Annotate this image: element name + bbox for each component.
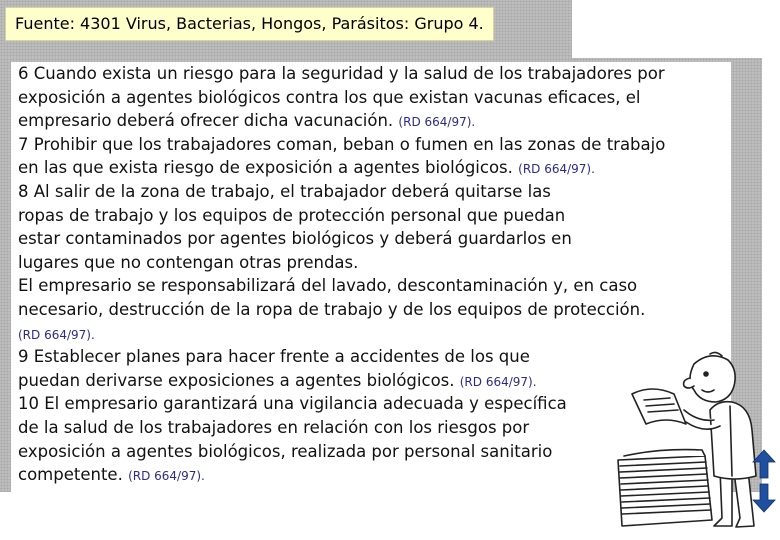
text-line — [18, 346, 530, 368]
line-text: El empresario se responsabilizará del lavado, descontaminación y, en caso — [18, 276, 638, 296]
legal-reference: (RD 664/97). — [459, 374, 537, 389]
text-line — [18, 134, 665, 156]
text-line — [18, 299, 645, 321]
source-label: Fuente: 4301 Virus, Bacterias, Hongos, Parásitos: Grupo 4. — [5, 7, 494, 41]
line-text: lugares que no contengan otras prendas. — [18, 252, 359, 272]
legal-reference: (RD 664/97). — [18, 327, 95, 342]
text-line — [18, 205, 565, 227]
legal-reference: (RD 664/97). — [518, 162, 595, 177]
text-line — [18, 228, 572, 250]
legal-reference: (RD 664/97). — [398, 115, 476, 130]
text-line — [18, 252, 358, 274]
text-line — [18, 275, 637, 297]
line-text: de la salud de los trabajadores en relación con los riesgos por — [18, 418, 530, 437]
up-down-arrows-icon[interactable] — [752, 448, 776, 514]
man-reading-documents-illustration — [610, 350, 765, 535]
line-text: 6 Cuando exista un riesgo para la seguridad y la salud de los trabajadores por — [18, 64, 665, 83]
text-line — [18, 157, 595, 180]
text-line — [18, 441, 552, 463]
line-text: competente. — [18, 465, 129, 485]
line-text: exposición a agentes biológicos, realizada por personal sanitario — [18, 441, 553, 461]
line-text: 8 Al salir de la zona de trabajo, el trabajador deberá quitarse las — [18, 182, 551, 201]
line-text: puedan derivarse exposiciones a agentes biológicos. — [18, 370, 460, 390]
line-text: 7 Prohibir que los trabajadores coman, beban o fumen en las zonas de trabajo — [18, 134, 666, 154]
text-line — [18, 393, 567, 415]
line-text: exposición a agentes biológicos contra los que existan vacunas eficaces, el — [18, 87, 641, 107]
line-text: necesario, destrucción de la ropa de trabajo y de los equipos de protección. — [18, 300, 646, 319]
legal-reference: (RD 664/97). — [128, 469, 205, 484]
line-text: en las que exista riesgo de exposición a agentes biológicos. — [18, 158, 519, 178]
text-line — [18, 110, 475, 133]
text-line — [18, 63, 665, 85]
line-text: ropas de trabajo y los equipos de protección personal que puedan — [18, 205, 566, 225]
line-text: empresario deberá ofrecer dicha vacunación. — [18, 111, 399, 131]
line-text: estar contaminados por agentes biológicos y deberá guardarlos en — [18, 229, 572, 249]
line-text: 10 El empresario garantizará una vigilancia adecuada y específica — [18, 394, 567, 414]
text-line — [18, 464, 205, 487]
text-line — [18, 417, 529, 439]
text-line — [18, 370, 537, 393]
text-line — [18, 181, 551, 203]
text-line — [18, 87, 641, 109]
text-line — [18, 323, 95, 346]
line-text: 9 Establecer planes para hacer frente a accidentes de los que — [18, 347, 530, 367]
